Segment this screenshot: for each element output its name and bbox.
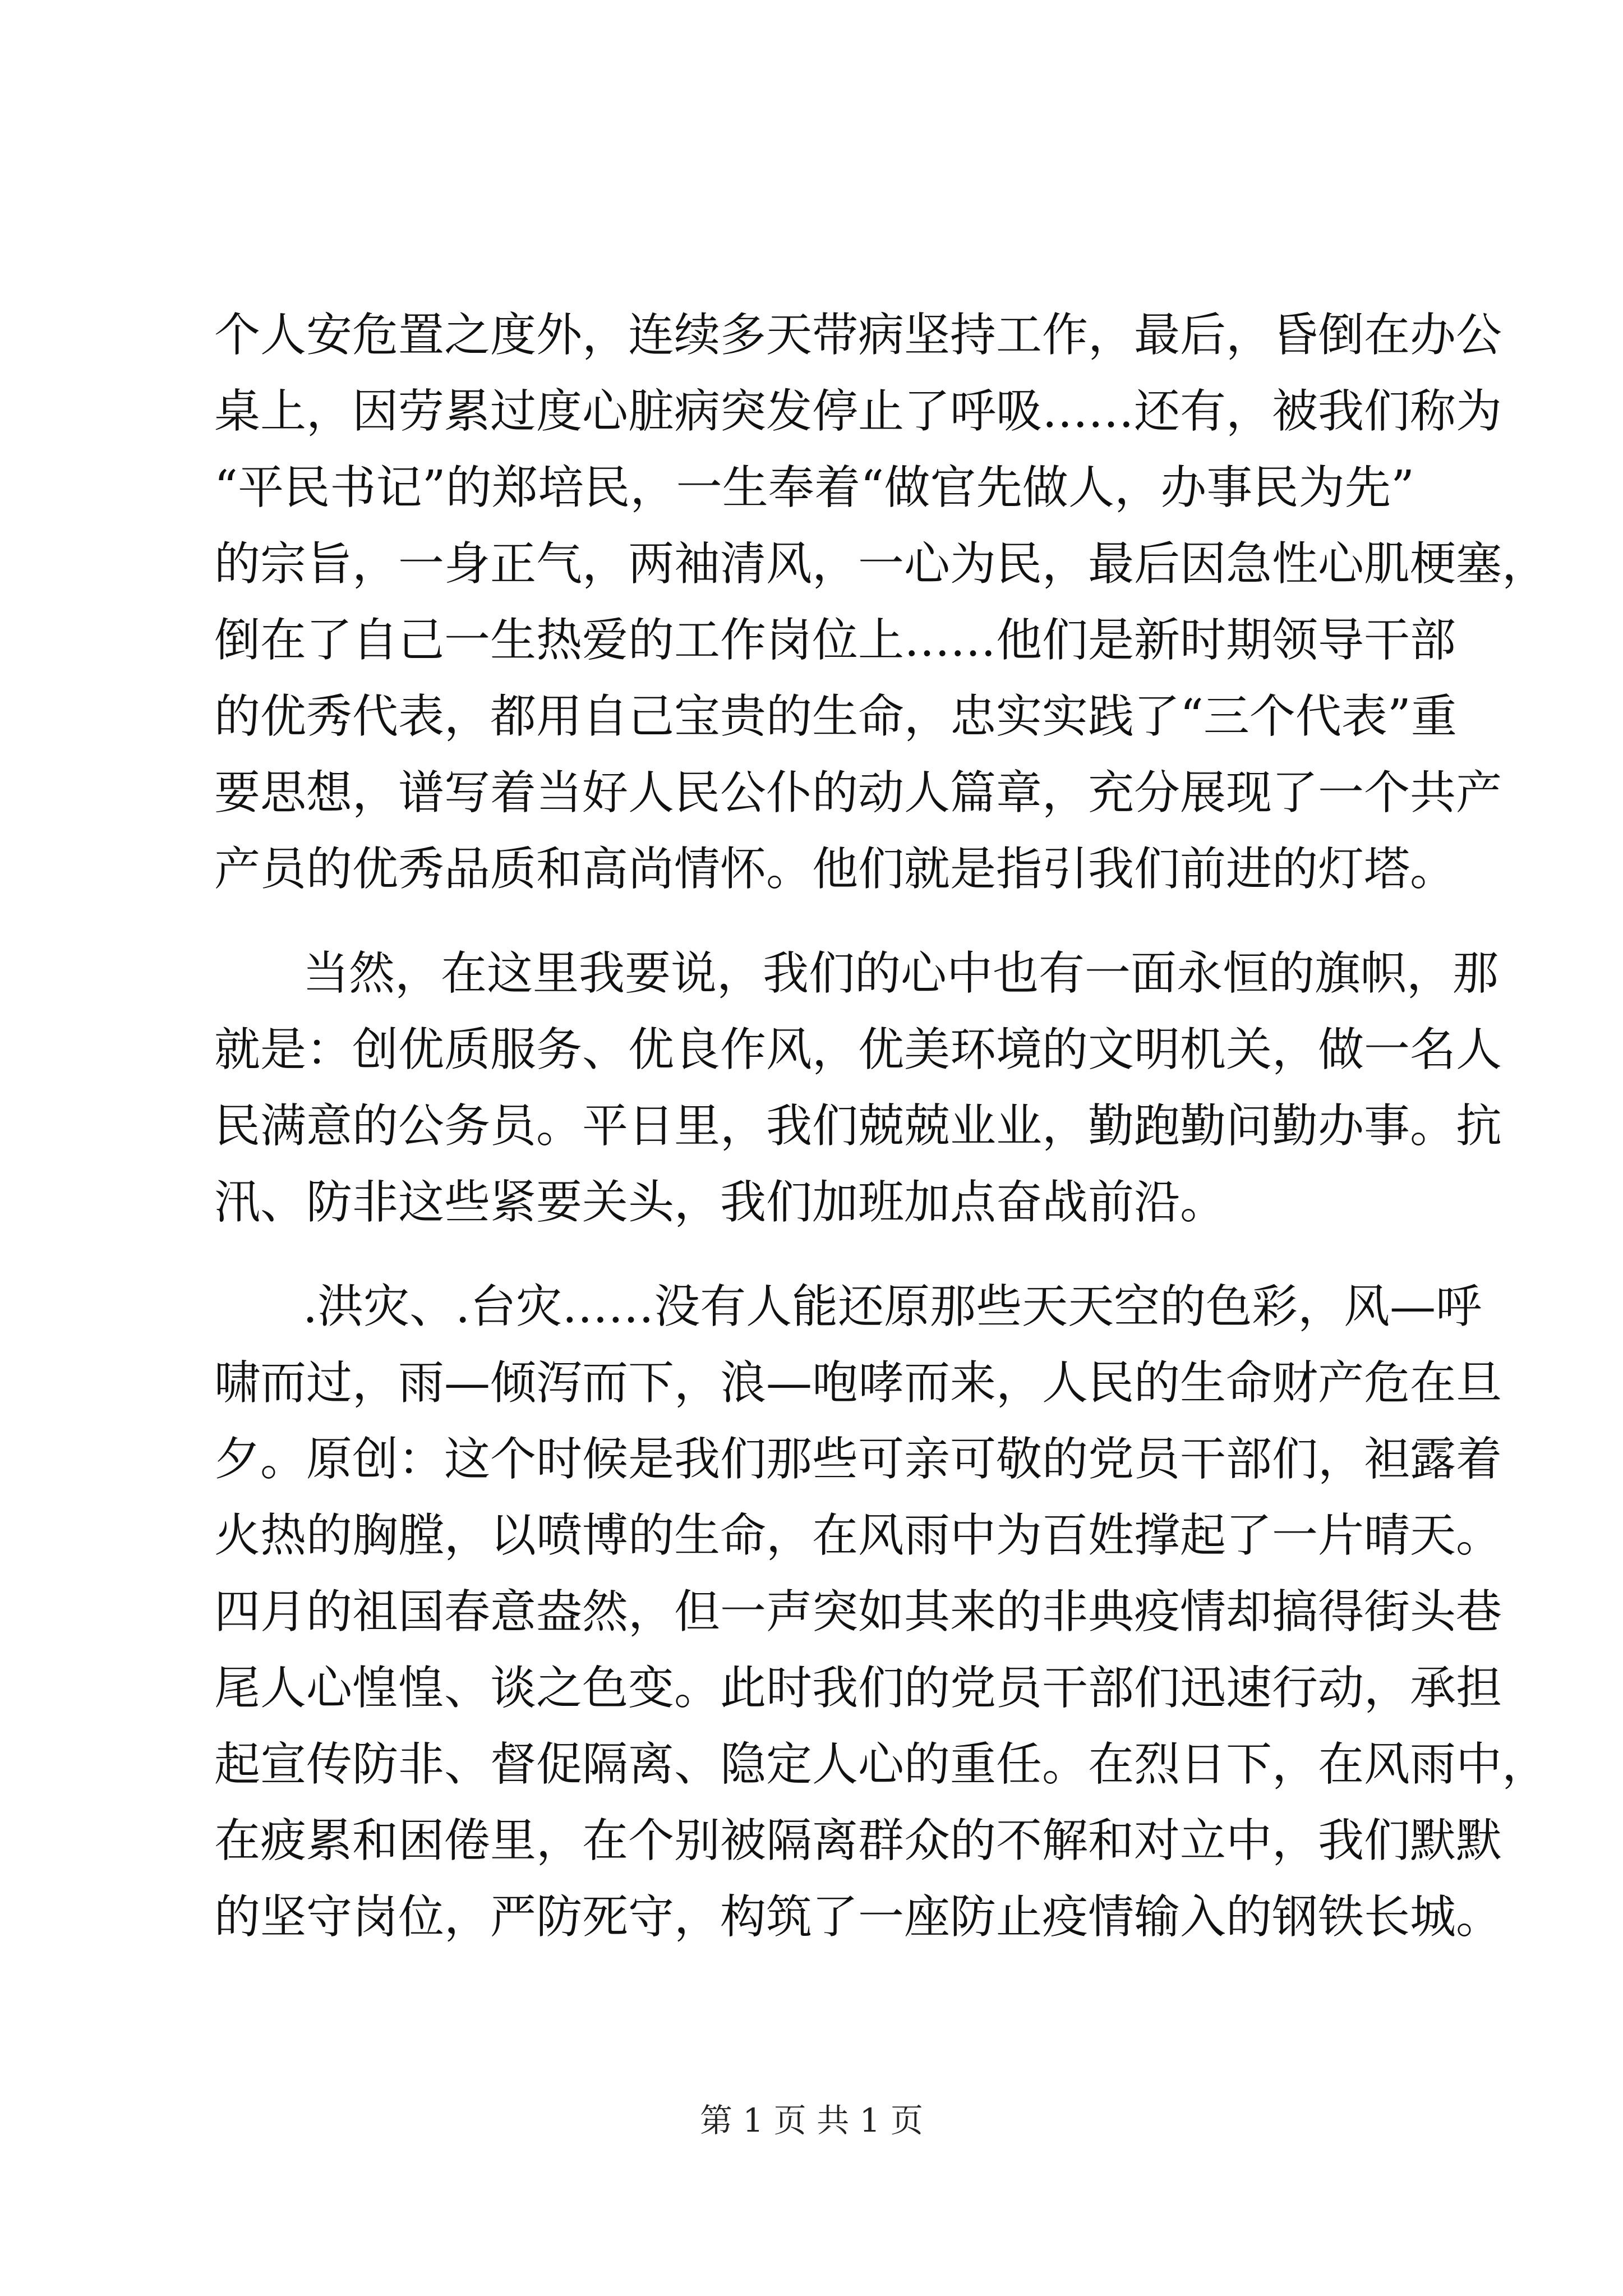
text-line-4: 的宗旨，一身正气，两袖清风，一心为民，最后因急性心肌梗塞， (214, 537, 1548, 591)
text-line-13: .洪灾、.台灾……没有人能还原那些天天空的色彩，风—呼 (303, 1280, 1482, 1333)
text-line-6: 的优秀代表，都用自己宝贵的生命，忠实实践了“三个代表”重 (214, 690, 1457, 743)
text-line-7: 要思想，谱写着当好人民公仆的动人篇章，充分展现了一个共产 (214, 766, 1502, 820)
text-line-11: 民满意的公务员。平日里，我们兢兢业业，勤跑勤问勤办事。抗 (214, 1099, 1502, 1153)
text-line-9: 当然，在这里我要说，我们的心中也有一面永恒的旗帜，那 (303, 947, 1499, 1000)
text-line-17: 四月的祖国春意盎然，但一声突如其来的非典疫情却搞得街头巷 (214, 1585, 1502, 1639)
text-line-14: 啸而过，雨—倾泻而下，浪—咆哮而来，人民的生命财产危在旦 (214, 1356, 1502, 1410)
page-footer: 第 1 页 共 1 页 (700, 2101, 923, 2139)
text-line-5: 倒在了自己一生热爱的工作岗位上……他们是新时期领导干部 (214, 614, 1456, 667)
text-line-18: 尾人心惶惶、谈之色变。此时我们的党员干部们迅速行动，承担 (214, 1662, 1502, 1715)
text-line-12: 汛、防非这些紧要关头，我们加班加点奋战前沿。 (214, 1176, 1227, 1229)
text-line-19: 起宣传防非、督促隔离、隐定人心的重任。在烈日下，在风雨中， (214, 1738, 1548, 1791)
text-line-15: 夕。原创：这个时候是我们那些可亲可敬的党员干部们，袒露着 (214, 1433, 1502, 1486)
text-line-16: 火热的胸膛，以喷博的生命，在风雨中为百姓撑起了一片晴天。 (214, 1509, 1502, 1562)
text-line-2: 桌上，因劳累过度心脏病突发停止了呼吸……还有，被我们称为 (214, 385, 1502, 438)
text-line-20: 在疲累和困倦里，在个别被隔离群众的不解和对立中，我们默默 (214, 1814, 1502, 1867)
text-line-3: “平民书记”的郑培民，一生奉着“做官先做人，办事民为先” (214, 461, 1414, 514)
text-line-1: 个人安危置之度外，连续多天带病坚持工作，最后，昏倒在办公 (214, 309, 1502, 362)
text-line-8: 产员的优秀品质和高尚情怀。他们就是指引我们前进的灯塔。 (214, 843, 1456, 896)
text-line-21: 的坚守岗位，严防死守，构筑了一座防止疫情输入的钢铁长城。 (214, 1890, 1502, 1944)
text-line-10: 就是：创优质服务、优良作风，优美环境的文明机关，做一名人 (214, 1023, 1502, 1076)
